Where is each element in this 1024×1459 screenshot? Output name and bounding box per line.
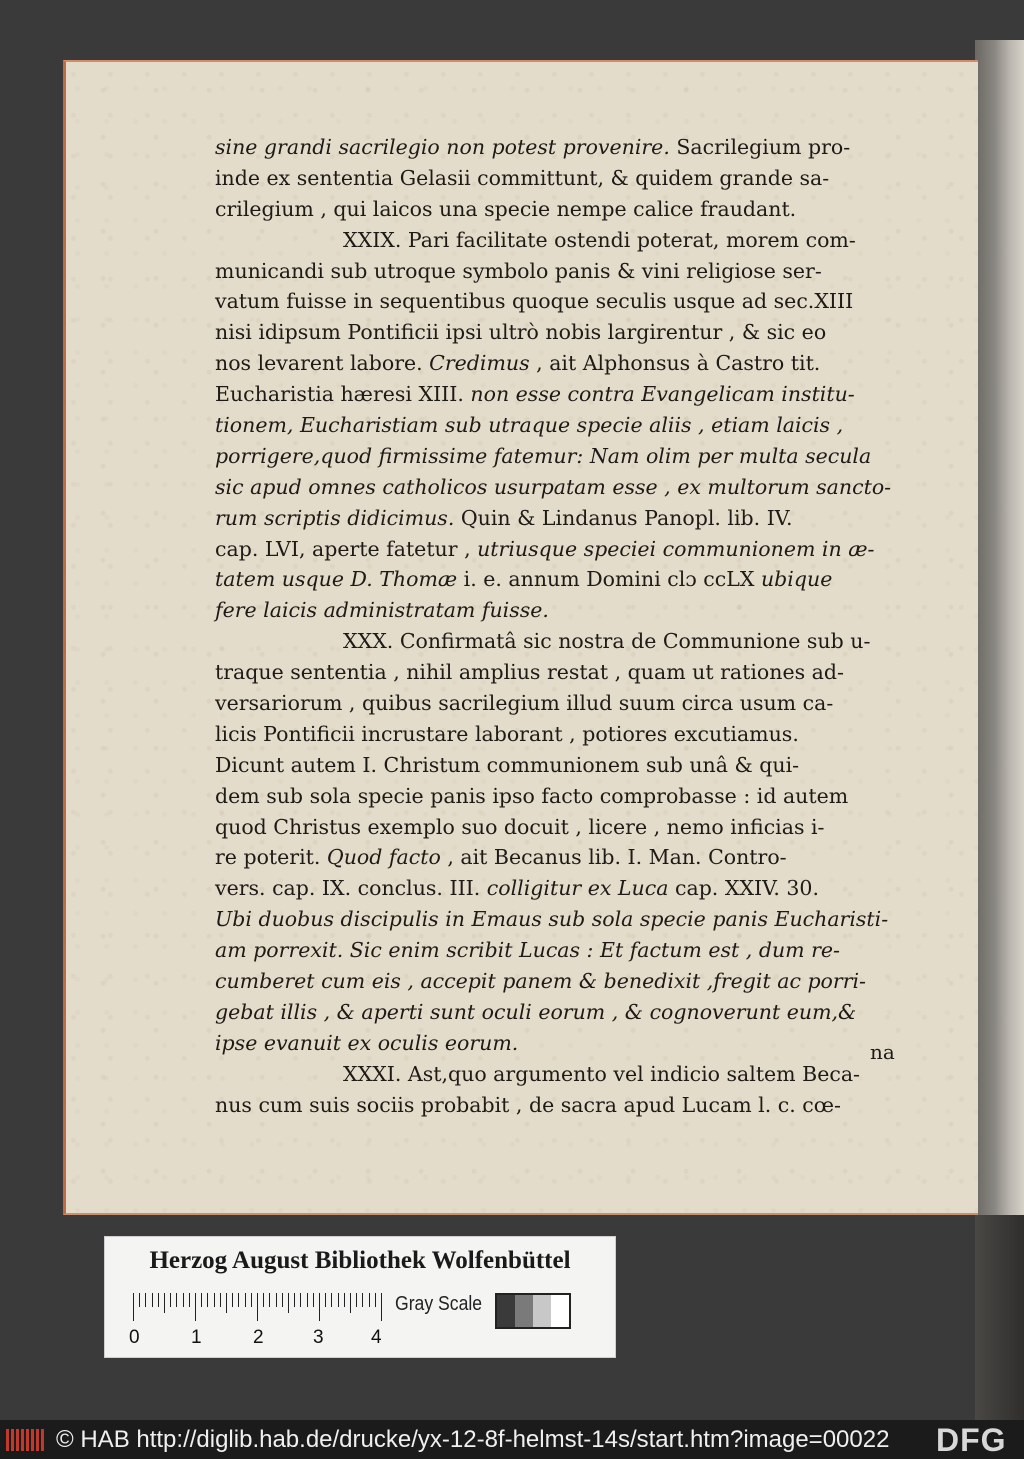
logo-bar xyxy=(6,1429,9,1451)
logo-bar xyxy=(26,1429,29,1451)
text-line xyxy=(215,256,915,287)
roman-text: cap. XXIV. 30. xyxy=(668,876,819,901)
roman-text: Sacrilegium pro- xyxy=(669,135,851,159)
ruler-tick xyxy=(207,1293,208,1307)
ruler-tick xyxy=(356,1293,357,1307)
ruler-tick xyxy=(313,1293,314,1307)
roman-text: XXXI. Ast,quo argumento vel indicio saltem Beca- xyxy=(343,1061,860,1086)
text-line xyxy=(215,132,915,163)
ruler-number: 0 xyxy=(129,1327,140,1348)
ruler-tick xyxy=(319,1293,320,1321)
italic-text: fere laicis administratam fuisse. xyxy=(215,598,549,623)
ruler-number: 4 xyxy=(371,1327,382,1348)
footer-bar xyxy=(0,1420,1024,1459)
roman-text: traque sententia , nihil amplius restat , quam ut rationes ad- xyxy=(215,660,844,685)
ruler-tick xyxy=(220,1293,221,1307)
ruler-tick xyxy=(381,1293,382,1321)
text-line xyxy=(215,997,915,1028)
dfg-logo: DFG xyxy=(936,1422,1007,1458)
ruler-tick xyxy=(238,1293,239,1307)
text-line xyxy=(215,194,915,225)
ruler-tick xyxy=(375,1293,376,1307)
ruler-tick xyxy=(276,1293,277,1307)
text-line xyxy=(215,441,915,472)
roman-text: versariorum , quibus sacrilegium illud suum circa usum ca- xyxy=(215,691,834,716)
ruler-tick xyxy=(288,1293,289,1313)
italic-text: sic apud omnes catholicos usurpatam esse , ex multorum sancto- xyxy=(215,474,892,499)
ruler-tick xyxy=(344,1293,345,1307)
text-line xyxy=(215,966,915,997)
ruler-tick xyxy=(282,1293,283,1307)
ruler-tick xyxy=(369,1293,370,1307)
roman-text: vatum fuisse in sequentibus quoque seculis usque ad sec.XIII xyxy=(215,289,854,314)
roman-text: i. e. annum Domini clɔ ccLX xyxy=(457,567,761,592)
ruler-number: 3 xyxy=(313,1327,324,1348)
roman-text: , ait Alphonsus à Castro tit. xyxy=(529,351,821,376)
roman-text: nus cum suis sociis probabit , de sacra apud Lucam l. c. cœ- xyxy=(215,1092,841,1117)
ruler-tick xyxy=(251,1293,252,1307)
ruler-scale xyxy=(133,1293,387,1321)
italic-text: tionem, Eucharistiam sub utraque specie aliis , etiam laicis , xyxy=(215,413,844,438)
roman-text: municandi sub utroque symbolo panis & vini religiose ser- xyxy=(215,258,822,283)
text-line xyxy=(215,657,915,688)
italic-text: cumberet cum eis , accepit panem & benedixit ,fregit ac porri- xyxy=(215,969,866,994)
book-edge xyxy=(975,40,1024,1420)
text-line xyxy=(215,781,915,812)
ruler-tick xyxy=(152,1293,153,1307)
italic-text: utriusque speciei communionem in æ- xyxy=(477,536,875,561)
hab-logo-icon xyxy=(6,1429,46,1451)
text-line xyxy=(215,1028,915,1059)
ruler-tick xyxy=(350,1293,351,1313)
ruler-number: 1 xyxy=(191,1327,202,1348)
text-line xyxy=(215,564,915,595)
copyright-url[interactable]: © HAB http://diglib.hab.de/drucke/yx-12-8f-helmst-14s/start.htm?image=00022 xyxy=(56,1426,890,1453)
text-line xyxy=(215,595,915,626)
italic-text: non esse contra Evangelicam institu- xyxy=(470,382,855,407)
logo-bar xyxy=(16,1429,19,1451)
italic-text: rum scriptis didicimus. xyxy=(215,505,455,530)
ruler-tick xyxy=(133,1293,134,1321)
roman-text: inde ex sententia Gelasii committunt, & quidem grande sa- xyxy=(215,165,830,190)
ruler-tick xyxy=(269,1293,270,1307)
ruler-tick xyxy=(176,1293,177,1307)
text-line xyxy=(215,935,915,966)
italic-text: am porrexit. Sic enim scribit Lucas : Et factum est , dum re- xyxy=(215,938,840,963)
ruler-tick xyxy=(170,1293,171,1307)
italic-text: sine grandi sacrilegio non potest provenire. xyxy=(215,135,670,159)
gray-swatch-cell xyxy=(497,1295,515,1327)
roman-text: nisi idipsum Pontificii ipsi ultrò nobis largirentur , & sic eo xyxy=(215,320,827,345)
logo-bar xyxy=(41,1429,44,1451)
roman-text: quod Christus exemplo suo docuit , licere , nemo inficias i- xyxy=(215,814,825,839)
page-text-block xyxy=(215,132,915,1121)
ruler-tick xyxy=(232,1293,233,1307)
italic-text: Ubi duobus discipulis in Emaus sub sola specie panis Eucharisti- xyxy=(215,907,889,932)
italic-text: colligitur ex Luca xyxy=(486,876,669,901)
ruler-tick xyxy=(183,1293,184,1307)
logo-bar xyxy=(11,1429,14,1451)
text-line xyxy=(215,379,915,410)
text-line xyxy=(215,225,915,256)
italic-text: tatem usque D. Thomæ xyxy=(215,567,458,592)
text-line xyxy=(215,472,915,503)
roman-text: XXX. Confirmatâ sic nostra de Communione sub u- xyxy=(343,629,871,654)
italic-text: Quod facto xyxy=(326,845,441,870)
roman-text: crilegium , qui laicos una specie nempe calice fraudant. xyxy=(215,196,797,221)
ruler-tick xyxy=(257,1293,258,1321)
roman-text: XXIX. Pari facilitate ostendi poterat, morem com- xyxy=(343,227,856,252)
ruler-tick xyxy=(245,1293,246,1307)
text-line xyxy=(215,719,915,750)
text-line xyxy=(215,626,915,657)
ruler-tick xyxy=(139,1293,140,1307)
ruler-tick xyxy=(338,1293,339,1307)
ruler-number: 2 xyxy=(253,1327,264,1348)
roman-text: Dicunt autem I. Christum communionem sub unâ & qui- xyxy=(215,752,800,777)
text-line xyxy=(215,1059,915,1090)
roman-text: , ait Becanus lib. I. Man. Contro- xyxy=(440,845,787,870)
book-edge-shadow xyxy=(975,1215,1024,1420)
ruler-tick xyxy=(201,1293,202,1307)
text-line xyxy=(215,348,915,379)
text-line xyxy=(215,317,915,348)
logo-bar xyxy=(21,1429,24,1451)
ruler-tick xyxy=(164,1293,165,1313)
roman-text: dem sub sola specie panis ipso facto comprobasse : id autem xyxy=(215,783,849,808)
gray-scale-label: Gray Scale xyxy=(395,1293,483,1315)
text-line xyxy=(215,750,915,781)
gray-swatch-cell xyxy=(533,1295,551,1327)
text-line xyxy=(215,534,915,565)
italic-text: ipse evanuit ex oculis eorum. xyxy=(215,1030,519,1055)
text-line xyxy=(215,163,915,194)
ruler-tick xyxy=(331,1293,332,1307)
text-line xyxy=(215,873,915,904)
catchword: na xyxy=(870,1040,895,1064)
text-line xyxy=(215,410,915,441)
ruler-tick xyxy=(195,1293,196,1321)
italic-text: ubique xyxy=(760,567,833,592)
ruler-tick xyxy=(362,1293,363,1307)
roman-text: nos levarent labore. xyxy=(215,351,430,376)
roman-text: cap. LVI, aperte fatetur , xyxy=(215,536,478,561)
roman-text: licis Pontificii incrustare laborant , potiores excutiamus. xyxy=(215,721,799,746)
ruler-tick xyxy=(189,1293,190,1307)
italic-text: porrigere,quod firmissime fatemur: Nam olim per multa secula xyxy=(215,443,872,468)
gray-scale-swatch xyxy=(495,1293,571,1329)
italic-text: Credimus xyxy=(429,351,530,376)
gray-swatch-cell xyxy=(515,1295,533,1327)
ruler-tick xyxy=(307,1293,308,1307)
roman-text: Eucharistia hæresi XIII. xyxy=(215,382,471,407)
ruler-tick xyxy=(158,1293,159,1307)
logo-bar xyxy=(36,1429,39,1451)
library-title: Herzog August Bibliothek Wolfenbüttel xyxy=(149,1247,571,1274)
text-line xyxy=(215,503,915,534)
ruler-tick xyxy=(214,1293,215,1307)
color-reference-card xyxy=(104,1236,616,1358)
ruler-tick xyxy=(300,1293,301,1307)
text-line xyxy=(215,904,915,935)
roman-text: vers. cap. IX. conclus. III. xyxy=(215,876,487,901)
ruler-tick xyxy=(325,1293,326,1307)
ruler-tick xyxy=(226,1293,227,1313)
roman-text: Quin & Lindanus Panopl. lib. IV. xyxy=(454,505,793,530)
text-line xyxy=(215,688,915,719)
text-line xyxy=(215,286,915,317)
gray-swatch-cell xyxy=(551,1295,569,1327)
logo-bar xyxy=(31,1429,34,1451)
roman-text: re poterit. xyxy=(215,845,327,870)
ruler-tick xyxy=(294,1293,295,1307)
text-line xyxy=(215,1090,915,1121)
text-line xyxy=(215,812,915,843)
ruler-tick xyxy=(145,1293,146,1307)
italic-text: gebat illis , & aperti sunt oculi eorum , & cognoverunt eum,& xyxy=(215,999,857,1024)
text-line xyxy=(215,842,915,873)
ruler-tick xyxy=(263,1293,264,1307)
